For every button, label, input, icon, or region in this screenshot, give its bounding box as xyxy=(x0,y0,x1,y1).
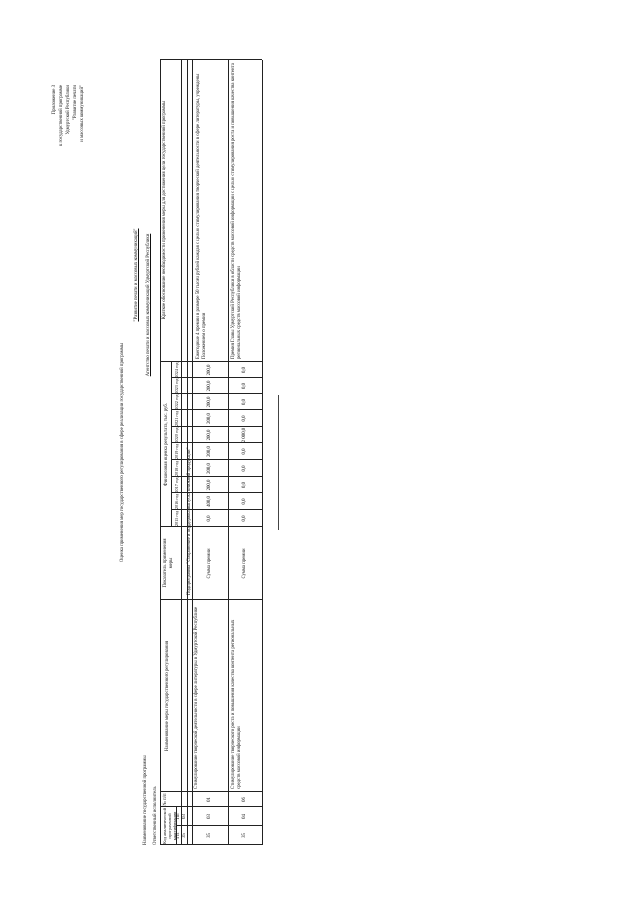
table-cell-value: 0,0 xyxy=(242,465,247,472)
header-gp: ГП xyxy=(176,832,181,839)
executor-label: Ответственный исполнитель xyxy=(153,786,158,845)
program-name-label: Наименование государственной программы xyxy=(143,755,148,845)
appendix-line: "Развитие печати xyxy=(73,85,78,121)
table-cell-value: 200,0 xyxy=(207,429,212,441)
header-measure: Наименование меры государственного регулирования xyxy=(165,640,170,752)
table-cell-value: 400,0 xyxy=(207,496,212,507)
year-header: 2018 год xyxy=(174,460,179,477)
table-cell-indicator: Сумма премии xyxy=(242,548,247,579)
table-cell-pp: 03 xyxy=(207,814,212,819)
header-code: Код аналитической программной классификации xyxy=(162,808,177,844)
table-cell-num: 06 xyxy=(242,797,247,802)
executor-value: Агентство печати и массовых коммуникаций Удмуртской Республики xyxy=(146,233,151,377)
table-cell-value: 2 000,0 xyxy=(242,427,247,443)
table-cell-pp: 04 xyxy=(242,814,247,819)
year-header: 2019 год xyxy=(174,443,179,460)
table-cell-value: 0,0 xyxy=(242,448,247,455)
table-cell-value: 200,0 xyxy=(207,463,212,474)
year-header: 2020 год xyxy=(174,427,179,443)
table-cell-measure: Стимулирование творческой деятельности в сфере литературы в Удмуртской Республике xyxy=(194,606,199,789)
header-indicator: Показатель применения меры xyxy=(163,538,174,588)
appendix-line: к государственной программе xyxy=(59,85,64,146)
header-number: 35 xyxy=(181,833,187,838)
header-financial: Финансовая оценка результата, тыс. руб. xyxy=(164,402,169,487)
table-cell-value: 0,0 xyxy=(242,399,247,405)
table-cell-gp: 35 xyxy=(207,833,212,838)
subprogram-title: Подпрограмма "Сохранение и поддержка выпуска книжной продукции" xyxy=(187,447,192,595)
table-cell-measure: Стимулирование творческого роста и повышения качества контента региональных средств массовой информации xyxy=(231,619,242,789)
header-number: 03 xyxy=(181,814,187,819)
table-cell-value: 200,0 xyxy=(207,364,212,376)
year-header: 2015 год xyxy=(174,510,179,527)
header-justification: Краткое обоснование необходимости применения меры для достижения цели государственной программы xyxy=(162,100,167,320)
year-header: 2021 год xyxy=(174,410,179,427)
table-cell-value: 200,0 xyxy=(207,479,212,491)
year-header: 2022 год xyxy=(174,394,179,410)
table-cell-value: 200,0 xyxy=(207,396,212,408)
table-cell-value: 0,0 xyxy=(242,498,247,505)
page-title: Оценка применения мер государственного регулирования в сфере реализации государственной программы xyxy=(120,342,125,563)
table-cell-value: 200,0 xyxy=(207,413,212,424)
appendix-line: Удмуртской Республики xyxy=(66,85,71,135)
table-cell-num: 01 xyxy=(207,797,212,802)
header-num: № п/п xyxy=(163,793,168,806)
table-cell-value: 0,0 xyxy=(242,482,247,488)
table-cell-value: 0,0 xyxy=(242,367,247,373)
table-cell-value: 200,0 xyxy=(207,380,212,392)
end-line xyxy=(278,395,279,530)
table-cell-justification: Ежегодные 4 премии в размере 50 тысяч рублей каждая с целью стимулирования творческой деятельности в сфере литературы, учреждены Положением о премии xyxy=(196,73,207,359)
year-header: 2023 год xyxy=(174,378,179,394)
appendix-line: и массовых коммуникаций" xyxy=(80,85,85,142)
header-pp: Пп xyxy=(176,813,181,820)
table-cell-justification: Премия Главы Удмуртской Республики в области средств массовой информации с целью стимулирования роста и повышения качества контента региональных средств массовой информации xyxy=(231,63,242,359)
table-cell-indicator: Сумма премии xyxy=(207,548,212,579)
table-cell-value: 0,0 xyxy=(242,515,247,522)
table-cell-gp: 35 xyxy=(242,833,247,838)
year-header: 2024 год xyxy=(174,362,179,378)
year-header: 2017 год xyxy=(174,477,179,493)
table-cell-value: 0,0 xyxy=(207,515,212,522)
year-header: 2016 год xyxy=(174,493,179,510)
table-cell-value: 200,0 xyxy=(207,446,212,457)
program-name-value: "Развитие печати и массовых коммуникаций" xyxy=(134,228,139,322)
table-cell-value: 0,0 xyxy=(242,415,247,422)
appendix-line: Приложение 3 xyxy=(52,85,57,115)
table-cell-value: 0,0 xyxy=(242,383,247,389)
